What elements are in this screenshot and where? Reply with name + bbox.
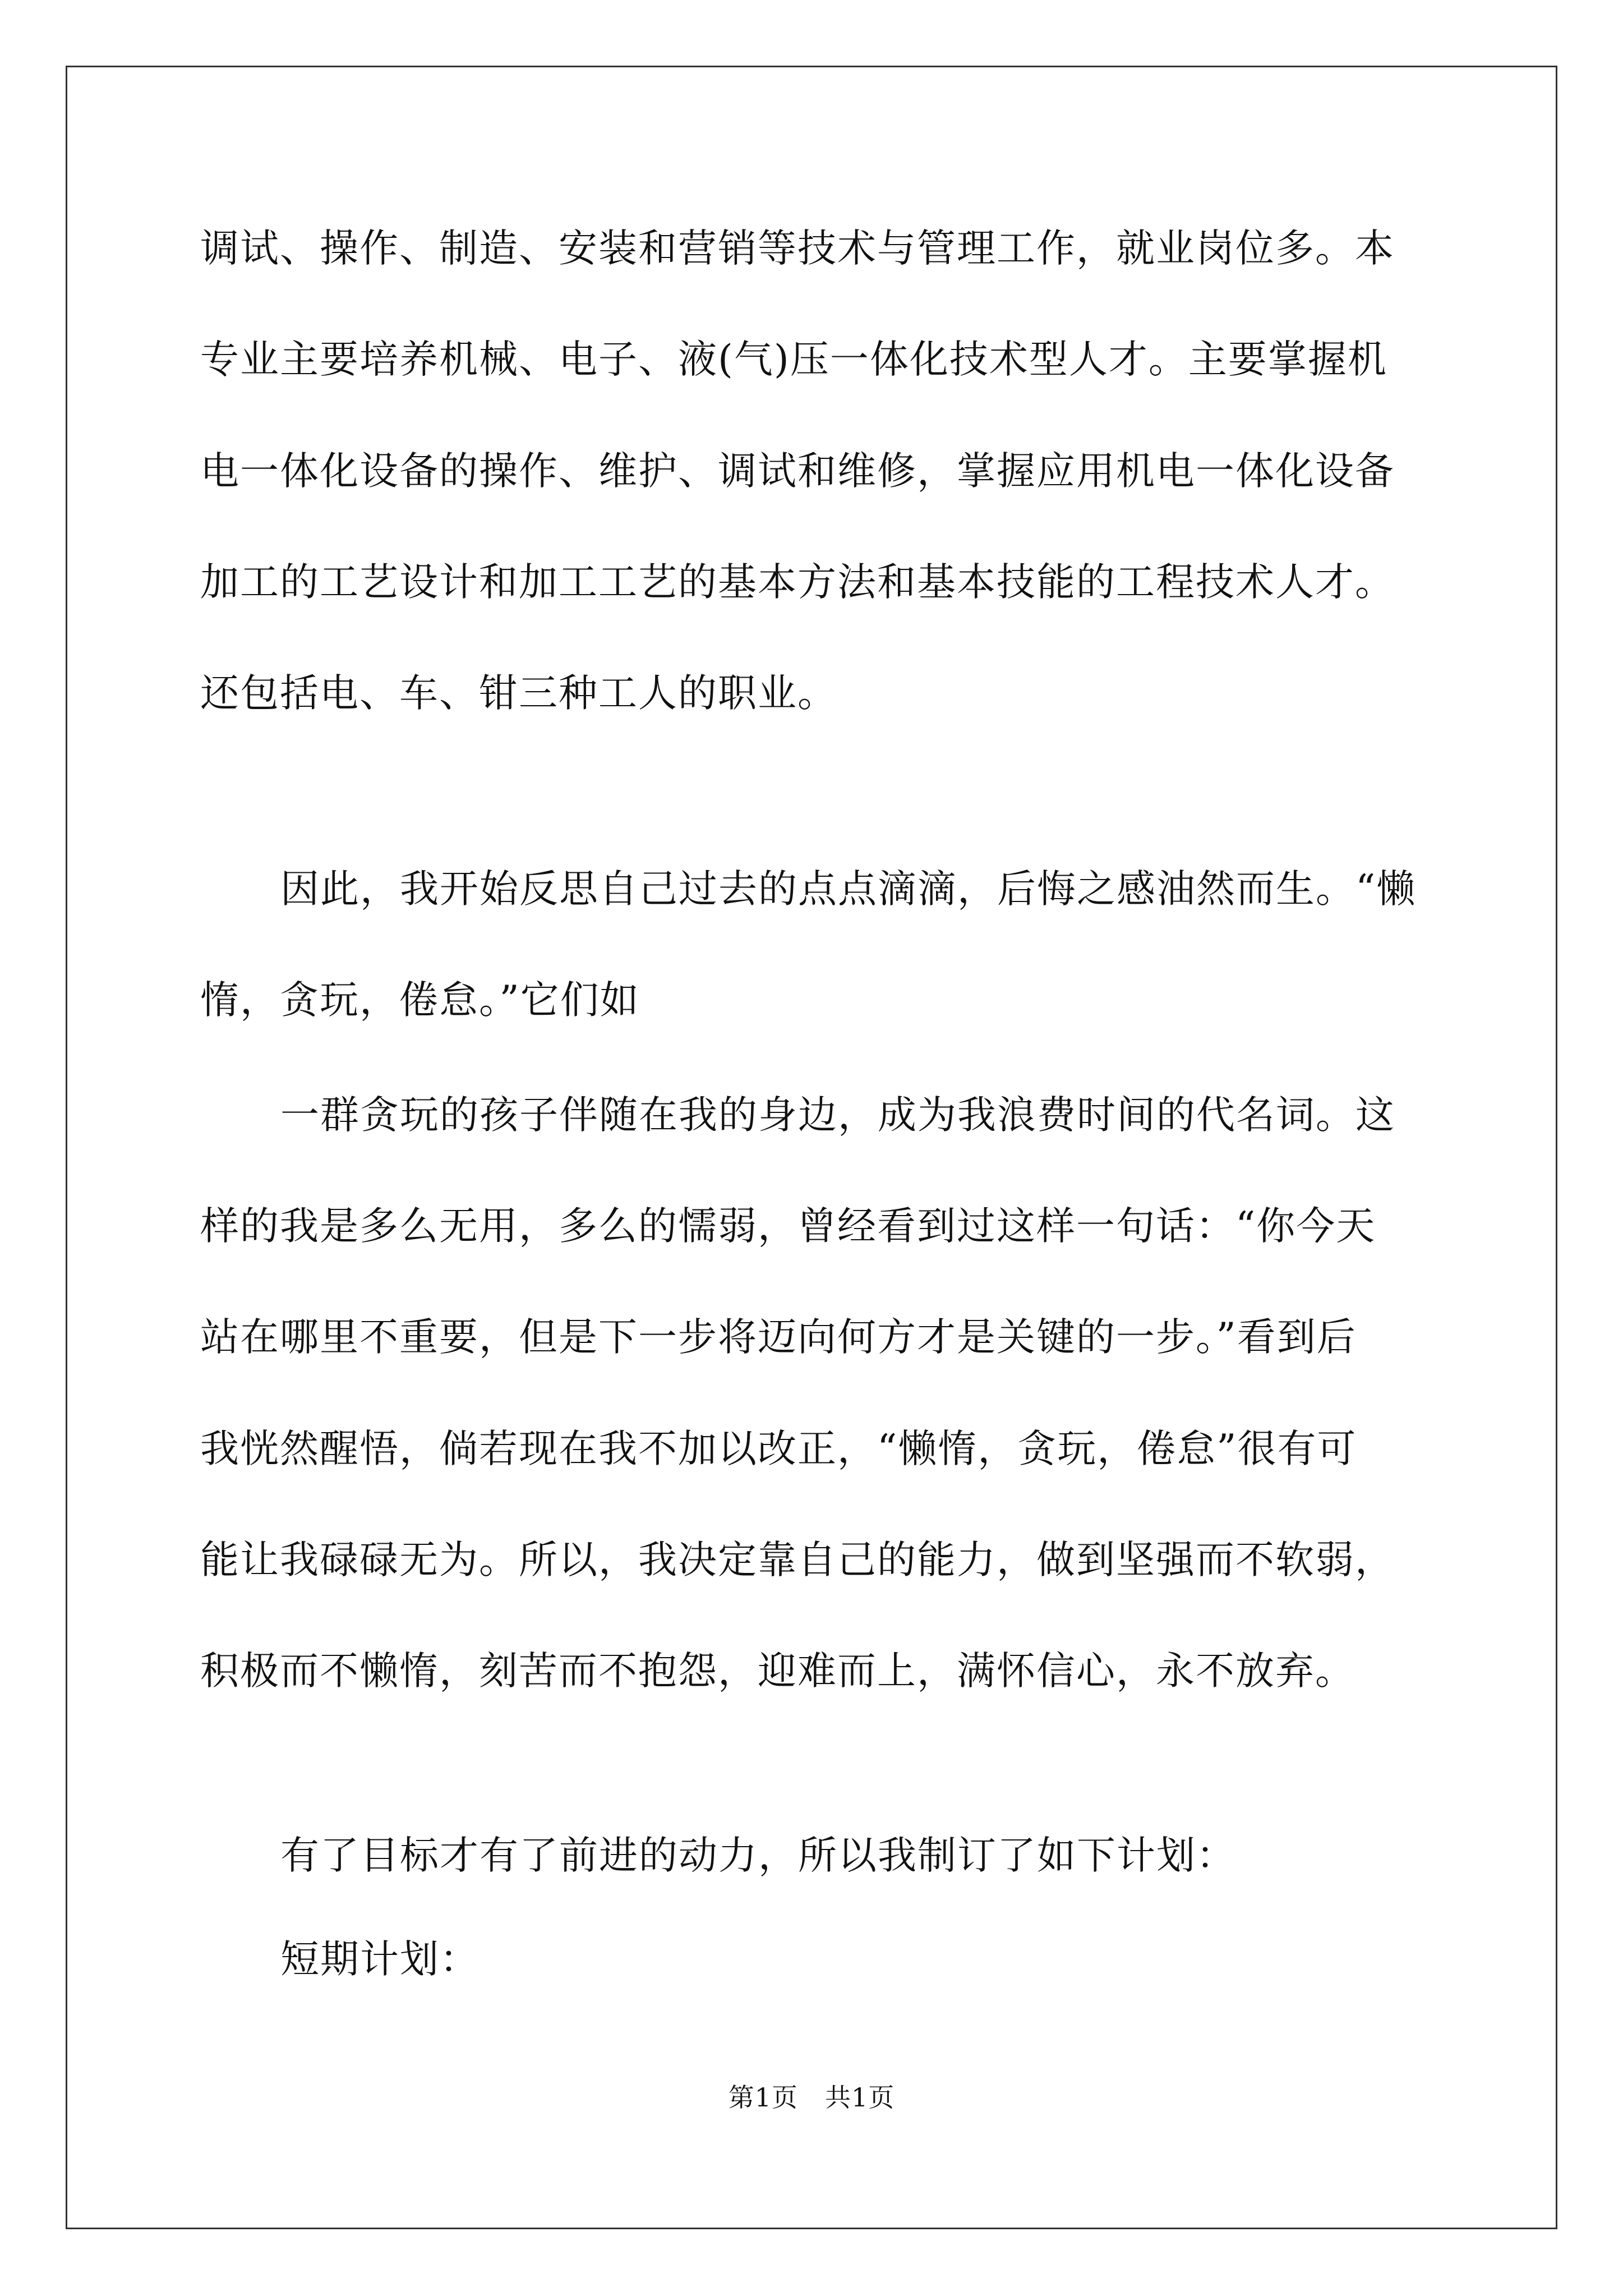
paragraph-line: 因此，我开始反思自己过去的点点滴滴，后悔之感油然而生。“懒 (280, 867, 1417, 912)
page-number: 第1页 (728, 2082, 798, 2113)
paragraph-line: 还包括电、车、钳三种工人的职业。 (200, 671, 837, 716)
paragraph-line: 短期计划： (280, 1937, 479, 1982)
paragraph-line: 电一体化设备的操作、维护、调试和维修，掌握应用机电一体化设备 (200, 449, 1395, 494)
page-total: 共1页 (825, 2082, 895, 2113)
paragraph-line: 惰，贪玩，倦怠。”它们如 (200, 978, 640, 1023)
page-frame (66, 66, 1557, 2229)
paragraph-line: 专业主要培养机械、电子、液(气)压一体化技术型人才。主要掌握机 (200, 337, 1387, 382)
paragraph-line: 调试、操作、制造、安装和营销等技术与管理工作，就业岗位多。本 (200, 226, 1395, 271)
paragraph-line: 积极而不懒惰，刻苦而不抱怨，迎难而上，满怀信心，永不放弃。 (200, 1649, 1355, 1694)
paragraph-line: 有了目标才有了前进的动力，所以我制订了如下计划： (280, 1833, 1236, 1878)
paragraph-line: 加工的工艺设计和加工工艺的基本方法和基本技能的工程技术人才。 (200, 560, 1395, 605)
paragraph-line: 一群贪玩的孩子伴随在我的身边，成为我浪费时间的代名词。这 (280, 1093, 1395, 1138)
paragraph-line: 站在哪里不重要，但是下一步将迈向何方才是关键的一步。”看到后 (200, 1315, 1357, 1360)
page-footer (0, 2081, 1623, 2114)
paragraph-line: 样的我是多么无用，多么的懦弱，曾经看到过这样一句话：“你今天 (200, 1204, 1376, 1249)
paragraph-line: 我恍然醒悟，倘若现在我不加以改正，“懒惰，贪玩，倦怠”很有可 (200, 1427, 1357, 1471)
paragraph-line: 能让我碌碌无为。所以，我决定靠自己的能力，做到坚强而不软弱， (200, 1538, 1395, 1582)
